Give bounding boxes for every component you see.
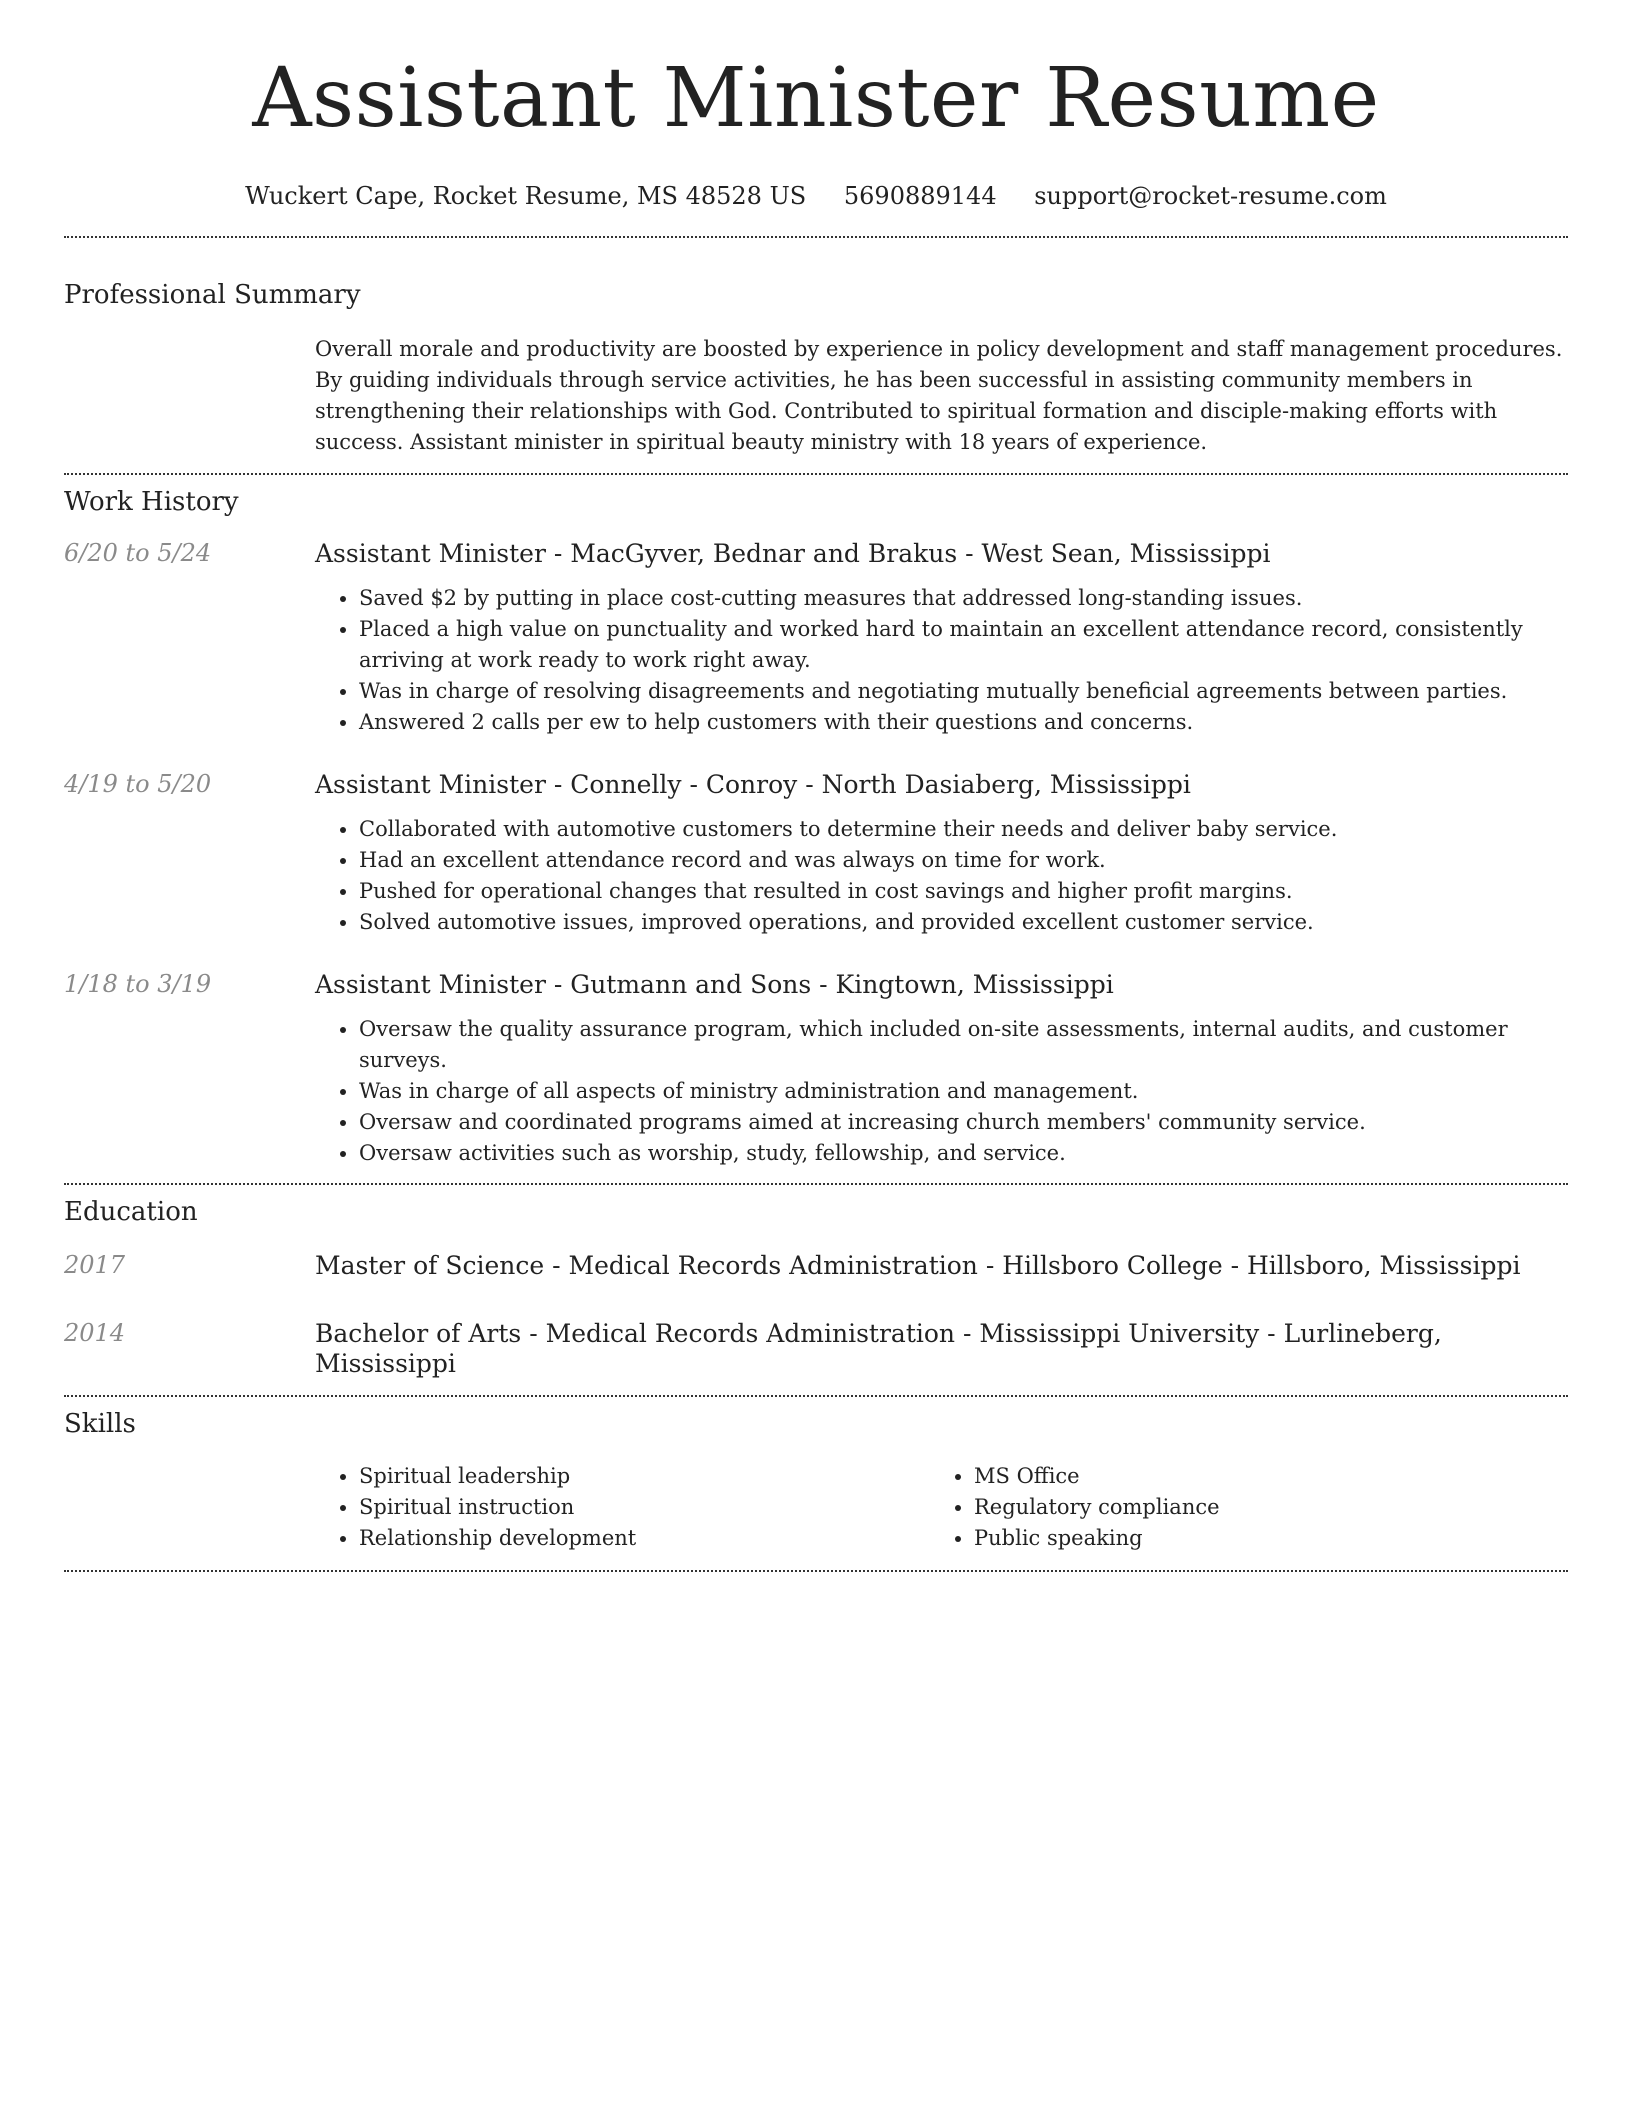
list-item: • Relationship development [359,1523,930,1554]
skills-heading: Skills [64,1409,136,1439]
skills-grid [315,1461,1568,1554]
list-item: • Saved $2 by putting in place cost-cutting measures that addressed long-standing issues. [359,583,1568,614]
list-item: • Answered 2 calls per ew to help customers with their questions and concerns. [359,707,1568,738]
list-item: • Collaborated with automotive customers to determine their needs and deliver baby service. [359,814,1568,845]
summary-section [64,280,1568,458]
skills-section [64,1409,1568,1554]
education-title: Master of Science - Medical Records Administration - Hillsboro College - Hillsboro, Mississippi [315,1251,1521,1280]
list-item: • Had an excellent attendance record and was always on time for work. [359,845,1568,876]
list-item: • Placed a high value on punctuality and worked hard to maintain an excellent attendance record, consistently arriving at work ready to work right away. [359,614,1568,676]
divider-skills [64,1570,1568,1572]
divider-education [64,1395,1568,1397]
contact-line [64,182,1568,210]
job-bullets [315,1014,1568,1169]
work-history-section [64,487,1568,1169]
job-entry [64,539,1568,738]
resume-title: Assistant Minister Resume [252,51,1380,146]
list-item: • Was in charge of all aspects of ministry administration and management. [359,1076,1568,1107]
divider-header [64,236,1568,238]
education-section [64,1197,1568,1379]
list-item: • Pushed for operational changes that resulted in cost savings and higher profit margins. [359,876,1568,907]
work-history-heading: Work History [64,487,239,517]
summary-heading: Professional Summary [64,280,361,310]
list-item: • Oversaw activities such as worship, study, fellowship, and service. [359,1138,1568,1169]
job-bullets [315,814,1568,938]
job-entry [64,970,1568,1169]
list-item: • Regulatory compliance [974,1492,1545,1523]
list-item: • Public speaking [974,1523,1545,1554]
skills-column-2 [930,1461,1545,1554]
job-title: Assistant Minister - Connelly - Conroy - North Dasiaberg, Mississippi [315,770,1191,799]
list-item: • Oversaw the quality assurance program, which included on-site assessments, internal audits, and customer surveys. [359,1014,1568,1076]
job-entry [64,770,1568,938]
list-item: • Spiritual leadership [359,1461,930,1492]
list-item: • Spiritual instruction [359,1492,930,1523]
contact-address: Wuckert Cape, Rocket Resume, MS 48528 US [245,182,807,210]
job-dates: 6/20 to 5/24 [64,539,212,567]
education-entry [64,1251,1568,1281]
divider-work [64,1183,1568,1185]
list-item: • Oversaw and coordinated programs aimed at increasing church members' community service. [359,1107,1568,1138]
job-title: Assistant Minister - Gutmann and Sons - Kingtown, Mississippi [315,970,1114,999]
education-heading: Education [64,1197,198,1227]
job-bullets [315,583,1568,738]
divider-summary [64,473,1568,475]
list-item: • Solved automotive issues, improved operations, and provided excellent customer service. [359,907,1568,938]
job-title: Assistant Minister - MacGyver, Bednar and Brakus - West Sean, Mississippi [315,539,1271,568]
list-item: • MS Office [974,1461,1545,1492]
contact-phone: 5690889144 [843,182,997,210]
list-item: • Was in charge of resolving disagreements and negotiating mutually beneficial agreements between parties. [359,676,1568,707]
job-dates: 4/19 to 5/20 [64,770,212,798]
summary-text: Overall morale and productivity are boosted by experience in policy development and staff management procedures. By guiding individuals through service activities, he has been successful in assisting community members in strengthening their relationships with God. Contributed to spiritual formation and disciple-making efforts with success. Assistant minister in spiritual beauty ministry with 18 years of experience. [315,337,1563,454]
education-title: Bachelor of Arts - Medical Records Administration - Mississippi University - Lurlineberg, Mississippi [315,1319,1442,1378]
education-year: 2017 [64,1251,126,1279]
skills-column-1 [315,1461,930,1554]
education-year: 2014 [64,1319,126,1347]
education-entry [64,1319,1568,1379]
contact-email: support@rocket-resume.com [1034,182,1387,210]
job-dates: 1/18 to 3/19 [64,970,212,998]
